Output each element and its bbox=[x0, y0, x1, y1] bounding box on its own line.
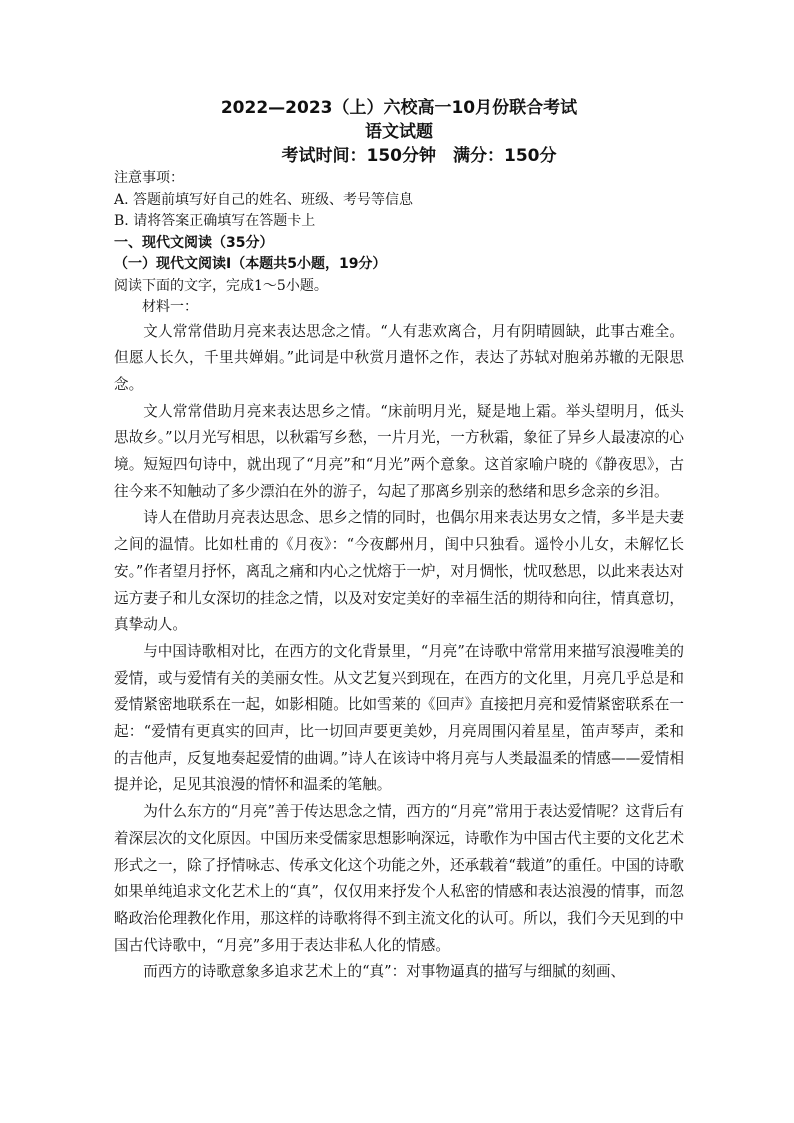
notes-heading: 注意事项： bbox=[114, 170, 184, 186]
subsection-title: （一）现代文阅读Ⅰ（本题共5小题，19分） bbox=[114, 256, 387, 272]
reading-instruction: 阅读下面的文字，完成1～5小题。 bbox=[114, 277, 328, 294]
paragraph-1: 文人常常借助月亮来表达思念之情。“人有悲欢离合，月有阴晴圆缺，此事古难全。但愿人长久，千里共婵娟。”此词是中秋赏月遣怀之作，表达了苏轼对胞弟苏辙的无限思念。 bbox=[114, 322, 684, 393]
section-title: 一、现代文阅读（35分） bbox=[114, 234, 274, 251]
exam-info: 考试时间：150分钟 满分：150分 bbox=[281, 146, 557, 166]
exam-title: 2022—2023（上）六校高一10月份联合考试 bbox=[220, 98, 578, 118]
note-item-b: B. 请将答案正确填写在答题卡上 bbox=[114, 213, 316, 229]
subject-title: 语文试题 bbox=[365, 122, 433, 142]
material-label: 材料一： bbox=[142, 299, 198, 315]
note-item-a: A. 答题前填写好自己的姓名、班级、考号等信息 bbox=[114, 191, 414, 208]
paragraph-3: 诗人在借助月亮表达思念、思乡之情的同时，也偶尔用来表达男女之情，多半是夫妻之间的温情。比如杜甫的《月夜》：“今夜鄜州月，闺中只独看。遥怜小儿女，未解忆长安。”作者望月抒怀，离乱之痛和内心之忧熔于一炉，对月惆怅，忧叹愁思，以此来表达对远方妻子和儿女深切的挂念之情，以及对安定美好的幸福生活的期待和向往，情真意切，真挚动人。 bbox=[114, 509, 684, 634]
paragraph-6: 而西方的诗歌意象多追求艺术上的“真”：对事物逼真的描写与细腻的刻画、 bbox=[143, 963, 626, 981]
paragraph-5: 为什么东方的“月亮”善于传达思念之情，西方的“月亮”常用于表达爱情呢？这背后有着深层次的文化原因。中国历来受儒家思想影响深远，诗歌作为中国古代主要的文化艺术形式之一，除了抒情咏志、传承文化这个功能之外，还承载着“载道”的重任。中国的诗歌如果单纯追求文化艺术上的“真”，仅仅用来抒发个人私密的情感和表达浪漫的情事，而忽略政治伦理教化作用，那这样的诗歌将得不到主流文化的认可。所以，我们今天见到的中国古代诗歌中，“月亮”多用于表达非私人化的情感。 bbox=[114, 803, 684, 954]
paragraph-4: 与中国诗歌相对比，在西方的文化背景里，“月亮”在诗歌中常常用来描写浪漫唯美的爱情，或与爱情有关的美丽女性。从文艺复兴到现在，在西方的文化里，月亮几乎总是和爱情紧密地联系在一起，如影相随。比如雪莱的《回声》直接把月亮和爱情紧密联系在一起：“爱情有更真实的回声，比一切回声要更美妙，月亮周围闪着星星，笛声琴声，柔和的吉他声，反复地奏起爱情的曲调。”诗人在该诗中将月亮与人类最温柔的情感——爱情相提并论，足见其浪漫的情怀和温柔的笔触。 bbox=[114, 642, 684, 794]
exam-page bbox=[114, 96, 684, 986]
paragraph-2: 文人常常借助月亮来表达思乡之情。“床前明月光，疑是地上霜。举头望明月，低头思故乡。”以月光写相思，以秋霜写乡愁，一片月光，一方秋霜，象征了异乡人最凄凉的心境。短短四句诗中，就出现了“月亮”和“月光”两个意象。这首家喻户晓的《静夜思》，古往今来不知触动了多少漂泊在外的游子，勾起了那离乡别亲的愁绪和思乡念亲的乡泪。 bbox=[114, 402, 684, 500]
